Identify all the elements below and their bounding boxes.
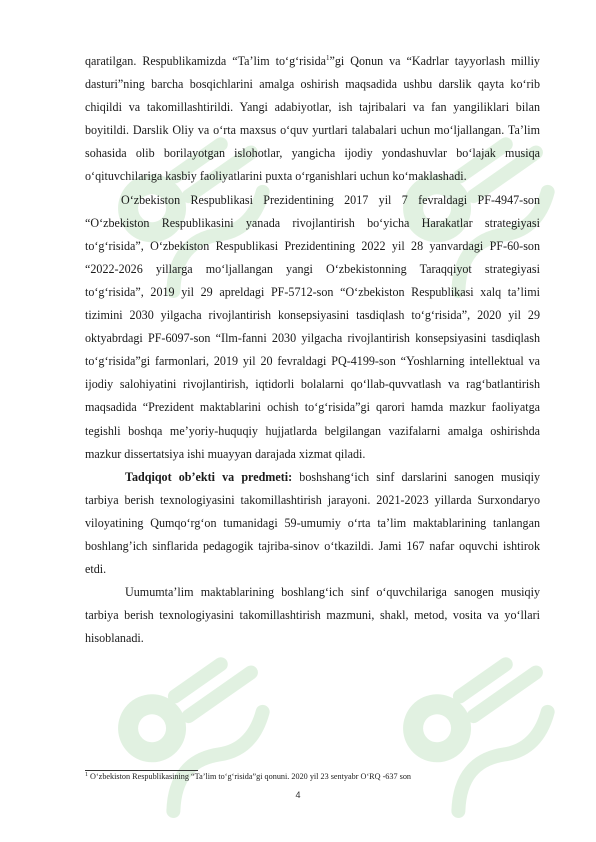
page-number: 4 [295, 790, 301, 800]
bold-term: Tadqiqot ob’ekti va predmeti: [125, 469, 293, 484]
paragraph [85, 581, 540, 650]
text-run: Uumumta’lim maktablarining boshlang‘ich sinf o‘quvchilariga sanogen musiqiy tarbiya berish texnologiyasini takomillashtirish mazmuni, shakl, metod, vosita va yo‘llari hisoblanadi. [85, 585, 540, 646]
paragraph [85, 189, 540, 466]
text-run: qaratilgan. Respublikamizda “Ta’lim to‘g‘risida [85, 54, 327, 68]
footnote-text: O‘zbekiston Respublikasining “Ta’lim to‘g‘risida”gi qonuni. 2020 yil 23 sentyabr O‘RQ -637 son [88, 772, 412, 781]
paragraph [85, 50, 540, 189]
text-run: ”gi Qonun va “Kadrlar tayyorlash milliy dasturi”ning barcha bosqichlarini amalga oshirish maqsadida ushbu darslik qayta ko‘rib chiqildi va takomillashtirildi. Yangi adabiyotlar, ish tajribalari va fan yangiliklari bilan boyitildi. Darslik Oliy va o‘rta maxsus o‘quv yurtlari talabalari uchun mo‘ljallangan. Ta’lim sohasida olib borilayotgan islohotlar, yangicha ijodiy yondashuvlar bo‘lajak musiqa o‘qituvchilariga kasbiy faoliyatlarini puxta o‘rganishlari uchun ko‘maklashadi. [85, 54, 540, 184]
text-run: boshshang‘ich sinf darslarini sanogen musiqiy tarbiya berish texnologiyasini takomillashtirish jarayoni. 2021-2023 yillarda Surxondaryo viloyatining Qumqo‘rg‘on tumanidagi 59-umumiy o‘rta ta’lim maktablarining tanlangan boshlang’ich sinflarida pedagogik tajriba-sinov o‘tkazildi. Jami 167 nafar oquvchi ishtirok etdi. [85, 469, 540, 577]
footnote-ref: 1 [326, 54, 330, 62]
footnote-marker: 1 [85, 772, 88, 778]
text-run: O‘zbekiston Respublikasi Prezidentining 2017 yil 7 fevraldagi PF-4947-son “O‘zbekiston Respublikasini yanada rivojlantirish bo‘yicha Harakatlar strategiyasi to‘g‘risida”, O‘zbekiston Respublikasi Prezidentining 2022 yil 28 yanvardagi PF-60-son “2022-2026 yillarga mo‘ljallangan yangi O‘zbekistonning Taraqqiyot strategiyasi to‘g‘risida”, 2019 yil 29 apreldagi PF-5712-son “O‘zbekiston Respublikasi xalq ta’limi tizimini 2030 yilgacha rivojlantirish konsepsiyasini tasdiqlash to‘g‘risida”, 2020 yil 29 oktyabrdagi PF-6097-son “Ilm-fanni 2030 yilgacha rivojlantirish konsepsiyasini tasdiqlash to‘g‘risida”gi farmonlari, 2019 yil 20 fevraldagi PQ-4199-son “Yoshlarning intellektual va ijodiy salohiyatini rivojlantirish, iqtidorli bolalarni qo‘llab-quvvatlash va rag‘batlantirish maqsadida “Prezident maktablarini ochish to‘g‘risida”gi qarori hamda mazkur faoliyatga tegishli boshqa me’yoriy-huquqiy hujjatlarda belgilangan vazifalarni amalga oshirishda mazkur dissertatsiya ishi muayyan darajada xizmat qiladi. [85, 192, 540, 461]
footnote [85, 771, 545, 782]
paragraph [85, 466, 540, 581]
body-text [85, 50, 540, 650]
